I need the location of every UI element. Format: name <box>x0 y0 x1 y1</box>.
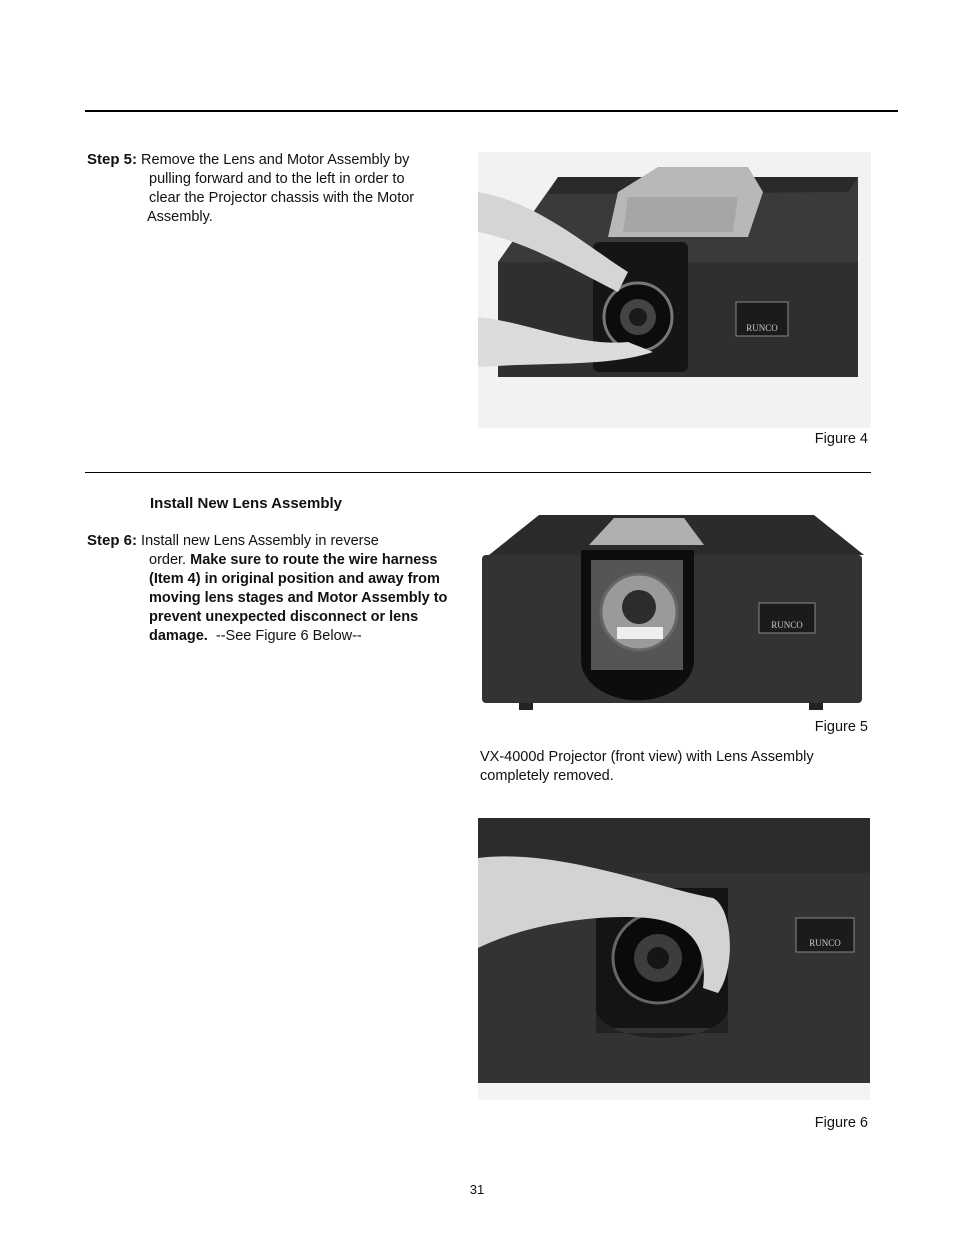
runco-logo-fig5 <box>759 603 815 633</box>
section-heading: Install New Lens Assembly <box>150 495 343 512</box>
figure6-photo <box>478 818 870 1100</box>
step5-block <box>87 150 467 227</box>
step5-label: Step 5: <box>87 151 138 168</box>
step5-line4: Assembly. <box>147 209 213 225</box>
step6-block <box>87 531 482 646</box>
step5-line1: Remove the Lens and Motor Assembly by <box>141 152 410 168</box>
svg-text:RUNCO: RUNCO <box>746 323 778 333</box>
header-rule <box>85 110 898 112</box>
step6-line6-bold: damage. <box>149 628 208 644</box>
section-rule <box>85 472 871 473</box>
page-number: 31 <box>469 1182 485 1197</box>
step6-line5: prevent unexpected disconnect or lens <box>149 609 419 625</box>
figure4-caption: Figure 4 <box>814 431 868 447</box>
svg-text:RUNCO: RUNCO <box>771 620 803 630</box>
figure4-photo <box>478 152 871 428</box>
step6-line3: (Item 4) in original position and away from <box>149 571 440 587</box>
step6-label: Step 6: <box>87 532 138 549</box>
svg-text:RUNCO: RUNCO <box>809 938 841 948</box>
figure5-caption: Figure 5 <box>814 719 868 735</box>
figure6-caption: Figure 6 <box>814 1115 868 1131</box>
figure5-desc-line1: VX-4000d Projector (front view) with Lens Assembly <box>480 749 814 765</box>
figure5-description <box>480 748 880 786</box>
step5-line2: pulling forward and to the left in order to <box>149 171 405 187</box>
figure5-photo <box>479 510 870 714</box>
figure5-desc-line2: completely removed. <box>480 768 614 784</box>
step6-line2-bold: Make sure to route the wire harness <box>190 552 438 568</box>
step6-line6-plain: --See Figure 6 Below-- <box>207 628 362 644</box>
step5-line3: clear the Projector chassis with the Motor <box>149 190 415 206</box>
runco-logo-fig6 <box>796 918 854 952</box>
runco-logo-fig4 <box>736 302 788 336</box>
step6-line4: moving lens stages and Motor Assembly to <box>149 590 448 606</box>
step6-line1: Install new Lens Assembly in reverse <box>141 533 379 549</box>
step6-line2-plain: order. <box>149 552 191 568</box>
